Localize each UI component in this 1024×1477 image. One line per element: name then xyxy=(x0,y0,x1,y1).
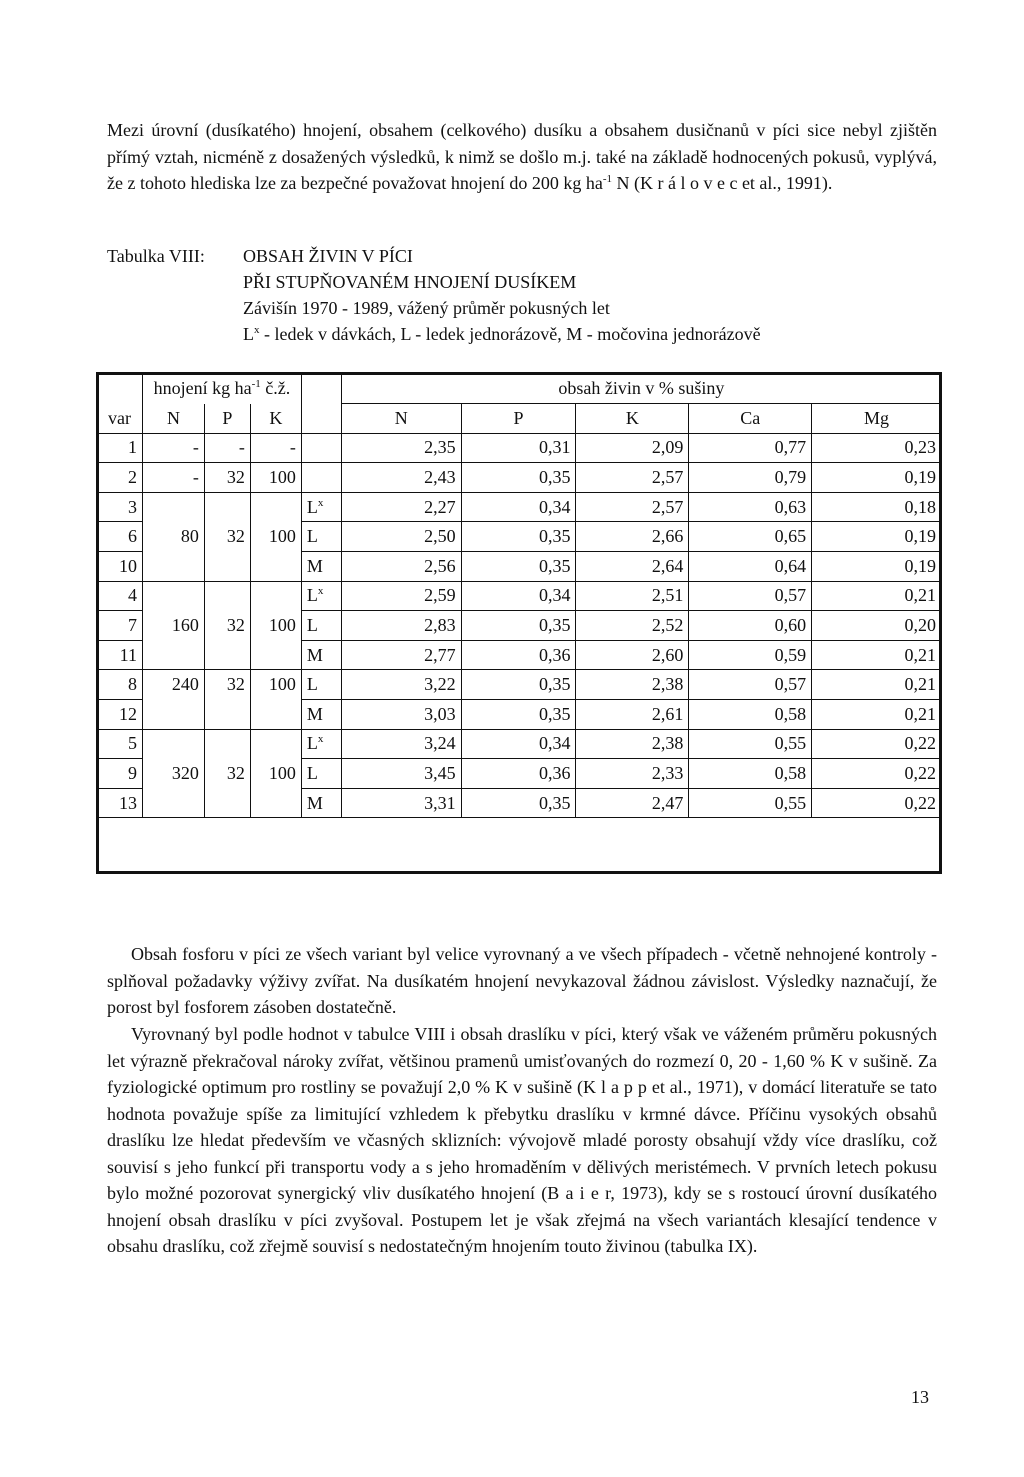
table-row xyxy=(97,463,942,493)
cell-form: L xyxy=(301,611,341,641)
cell-content-ca: 0,63 xyxy=(689,492,812,522)
cell-content-p: 0,35 xyxy=(461,463,576,493)
cell-fert-p xyxy=(204,729,250,759)
cell-content-k: 2,51 xyxy=(576,581,689,611)
cell-content-n: 3,24 xyxy=(341,729,461,759)
cell-content-n: 2,77 xyxy=(341,640,461,670)
cell-content-k: 2,66 xyxy=(576,522,689,552)
cell-var: 11 xyxy=(97,640,143,670)
cell-content-k: 2,47 xyxy=(576,788,689,818)
cell-fert-k: 100 xyxy=(250,670,301,700)
cell-fert-n: 160 xyxy=(142,611,204,641)
cell-content-k: 2,38 xyxy=(576,670,689,700)
caption-legend: $L^x$ - ledek v dávkách, L - ledek jednorázově, M - močovina jednorázově xyxy=(243,324,761,344)
cell-fert-k xyxy=(250,640,301,670)
header-row-groups xyxy=(97,373,942,404)
cell-content-p: 0,36 xyxy=(461,759,576,789)
cell-var: 5 xyxy=(97,729,143,759)
cell-content-ca: 0,55 xyxy=(689,788,812,818)
header-content-mg: Mg xyxy=(812,404,942,434)
cell-form: M xyxy=(301,788,341,818)
cell-form: L xyxy=(301,759,341,789)
table-row xyxy=(97,581,942,611)
cell-fert-n xyxy=(142,699,204,729)
cell-fert-k xyxy=(250,581,301,611)
cell-form: $L^x$ xyxy=(301,729,341,759)
cell-var: 10 xyxy=(97,551,143,581)
header-form-blank xyxy=(301,373,341,404)
header-var: var xyxy=(97,404,143,434)
cell-form: M xyxy=(301,551,341,581)
cell-content-mg: 0,21 xyxy=(812,699,942,729)
cell-content-ca: 0,55 xyxy=(689,729,812,759)
intro-superscript: -1 xyxy=(602,173,612,185)
cell-fert-k: - xyxy=(250,433,301,463)
cell-form: $L^x$ xyxy=(301,581,341,611)
cell-content-k: 2,33 xyxy=(576,759,689,789)
cell-fert-n xyxy=(142,581,204,611)
cell-fert-p: 32 xyxy=(204,670,250,700)
cell-form: L xyxy=(301,522,341,552)
cell-var: 9 xyxy=(97,759,143,789)
cell-form: $L^x$ xyxy=(301,492,341,522)
table-row xyxy=(97,492,942,522)
cell-content-p: 0,36 xyxy=(461,640,576,670)
header-fert-k: K xyxy=(250,404,301,434)
cell-fert-k xyxy=(250,788,301,818)
cell-fert-n: 240 xyxy=(142,670,204,700)
cell-content-ca: 0,58 xyxy=(689,759,812,789)
cell-content-n: 2,27 xyxy=(341,492,461,522)
table-row xyxy=(97,551,942,581)
cell-content-p: 0,35 xyxy=(461,611,576,641)
cell-fert-p: 32 xyxy=(204,522,250,552)
cell-var: 8 xyxy=(97,670,143,700)
cell-content-p: 0,34 xyxy=(461,492,576,522)
cell-fert-n xyxy=(142,640,204,670)
header-content-n: N xyxy=(341,404,461,434)
cell-content-mg: 0,22 xyxy=(812,729,942,759)
cell-content-mg: 0,22 xyxy=(812,759,942,789)
cell-content-n: 2,43 xyxy=(341,463,461,493)
cell-form xyxy=(301,463,341,493)
cell-form: L xyxy=(301,670,341,700)
cell-fert-p xyxy=(204,551,250,581)
intro-tail: N (K r á l o v e c et al., 1991). xyxy=(611,173,833,193)
header-content-k: K xyxy=(576,404,689,434)
cell-fert-k xyxy=(250,492,301,522)
cell-content-n: 3,45 xyxy=(341,759,461,789)
cell-content-ca: 0,65 xyxy=(689,522,812,552)
cell-content-n: 2,59 xyxy=(341,581,461,611)
table-row xyxy=(97,699,942,729)
header-fert-p: P xyxy=(204,404,250,434)
cell-fert-p: 32 xyxy=(204,463,250,493)
table-row xyxy=(97,640,942,670)
cell-content-p: 0,35 xyxy=(461,670,576,700)
cell-content-k: 2,60 xyxy=(576,640,689,670)
cell-var: 2 xyxy=(97,463,143,493)
cell-fert-p: 32 xyxy=(204,759,250,789)
header-var-blank xyxy=(97,373,143,404)
cell-fert-n: 80 xyxy=(142,522,204,552)
cell-content-k: 2,61 xyxy=(576,699,689,729)
cell-fert-p: 32 xyxy=(204,611,250,641)
cell-fert-k xyxy=(250,551,301,581)
cell-var: 1 xyxy=(97,433,143,463)
cell-content-p: 0,34 xyxy=(461,729,576,759)
table-row xyxy=(97,670,942,700)
cell-var: 13 xyxy=(97,788,143,818)
intro-text: Mezi úrovní (dusíkatého) hnojení, obsahem (celkového) dusíku a obsahem dusičnanů v píci sice nebyl zjištěn přímý vztah, nicméně z dosažených výsledků, k nimž se došlo m.j. také na základě hodnocených pokusů, vyplývá, že z tohoto hlediska lze za bezpečné považovat hnojení do 200 kg ha xyxy=(107,120,937,193)
phosphorus-paragraph xyxy=(107,941,937,1021)
cell-fert-n: 320 xyxy=(142,759,204,789)
cell-var: 3 xyxy=(97,492,143,522)
cell-content-n: 3,31 xyxy=(341,788,461,818)
caption-location: Závišín 1970 - 1989, vážený průměr pokusných let xyxy=(243,298,610,318)
cell-content-mg: 0,18 xyxy=(812,492,942,522)
cell-content-ca: 0,64 xyxy=(689,551,812,581)
table-row xyxy=(97,788,942,818)
cell-content-ca: 0,58 xyxy=(689,699,812,729)
cell-fert-n: - xyxy=(142,463,204,493)
cell-fert-p xyxy=(204,581,250,611)
cell-content-ca: 0,77 xyxy=(689,433,812,463)
header-form xyxy=(301,404,341,434)
header-content-ca: Ca xyxy=(689,404,812,434)
cell-content-k: 2,57 xyxy=(576,492,689,522)
cell-content-p: 0,35 xyxy=(461,788,576,818)
cell-content-mg: 0,19 xyxy=(812,551,942,581)
cell-content-k: 2,38 xyxy=(576,729,689,759)
cell-content-ca: 0,60 xyxy=(689,611,812,641)
cell-fert-k xyxy=(250,729,301,759)
page-number: 13 xyxy=(911,1387,929,1407)
table-label: Tabulka VIII: xyxy=(107,246,205,266)
table-row xyxy=(97,433,942,463)
cell-content-k: 2,52 xyxy=(576,611,689,641)
cell-content-mg: 0,21 xyxy=(812,640,942,670)
cell-fert-p xyxy=(204,492,250,522)
header-content-p: P xyxy=(461,404,576,434)
cell-content-k: 2,57 xyxy=(576,463,689,493)
header-nutrient-content: obsah živin v % sušiny xyxy=(341,373,941,404)
cell-fert-k: 100 xyxy=(250,759,301,789)
cell-content-p: 0,35 xyxy=(461,699,576,729)
cell-content-p: 0,31 xyxy=(461,433,576,463)
table-row xyxy=(97,729,942,759)
cell-form: M xyxy=(301,640,341,670)
cell-content-n: 2,56 xyxy=(341,551,461,581)
nutrient-table xyxy=(96,372,942,818)
cell-fert-k: 100 xyxy=(250,522,301,552)
cell-fert-p xyxy=(204,788,250,818)
header-fert-n: N xyxy=(142,404,204,434)
table-row xyxy=(97,611,942,641)
potassium-paragraph xyxy=(107,1021,937,1260)
cell-content-p: 0,34 xyxy=(461,581,576,611)
cell-form xyxy=(301,433,341,463)
cell-content-ca: 0,57 xyxy=(689,581,812,611)
cell-content-ca: 0,79 xyxy=(689,463,812,493)
cell-content-mg: 0,19 xyxy=(812,522,942,552)
phosphorus-text: Obsah fosforu v píci ze všech variant byl velice vyrovnaný a ve všech případech - včetně nehnojené kontroly - splňoval požadavky výživy zvířat. Na dusíkatém hnojení nevykazoval žádnou závislost. Výsledky naznačují, že porost byl fosforem zásoben dostatečně. xyxy=(107,944,937,1017)
potassium-text: Vyrovnaný byl podle hodnot v tabulce VIII i obsah draslíku v píci, který však ve váženém průměru pokusných let výrazně překračoval nároky zvířat, většinou pramenů umisťovaných do rozmezí 0, 20 - 1,60 % K v sušině. Za fyziologické optimum pro rostliny se považují 2,0 % K v sušině (K l a p p et al., 1971), v domácí literatuře se tato hodnota považuje spíše za limitující vzhledem k přebytku draslíku v krmné dávce. Příčinu vysokých obsahů draslíku lze hledat především ve včasných sklizních: vývojově mladé porosty obsahují vždy více draslíku, což souvisí s jeho funkcí při transportu vody a s jeho hromaděním v dělivých meristémech. V prvních letech pokusu bylo možné pozorovat synergický vliv dusíkatého hnojení (B a i e r, 1973), kdy se s rostoucí úrovní dusíkatého hnojení obsah draslíku v píci zvyšoval. Postupem let je však zřejmá na všech variantách klesající tendence v obsahu draslíku, což zřejmě souvisí s nedostatečným hnojením touto živinou (tabulka IX). xyxy=(107,1024,937,1256)
cell-content-mg: 0,21 xyxy=(812,581,942,611)
cell-fert-p xyxy=(204,699,250,729)
cell-fert-n xyxy=(142,788,204,818)
cell-content-p: 0,35 xyxy=(461,522,576,552)
cell-fert-p xyxy=(204,640,250,670)
cell-content-n: 3,03 xyxy=(341,699,461,729)
cell-fert-p: - xyxy=(204,433,250,463)
cell-content-p: 0,35 xyxy=(461,551,576,581)
intro-paragraph xyxy=(107,117,937,197)
cell-fert-n xyxy=(142,492,204,522)
cell-content-mg: 0,23 xyxy=(812,433,942,463)
cell-var: 6 xyxy=(97,522,143,552)
cell-content-n: 2,50 xyxy=(341,522,461,552)
cell-content-ca: 0,57 xyxy=(689,670,812,700)
header-fertilization: hnojení kg $ha^{-1}$ č.ž. xyxy=(142,373,301,404)
header-row-columns xyxy=(97,404,942,434)
table-row xyxy=(97,522,942,552)
cell-content-mg: 0,22 xyxy=(812,788,942,818)
caption-subtitle: PŘI STUPŇOVANÉM HNOJENÍ DUSÍKEM xyxy=(243,272,577,292)
cell-form: M xyxy=(301,699,341,729)
cell-fert-n xyxy=(142,729,204,759)
cell-content-k: 2,64 xyxy=(576,551,689,581)
cell-content-mg: 0,21 xyxy=(812,670,942,700)
cell-var: 7 xyxy=(97,611,143,641)
cell-content-mg: 0,20 xyxy=(812,611,942,641)
cell-content-n: 2,83 xyxy=(341,611,461,641)
cell-content-n: 2,35 xyxy=(341,433,461,463)
cell-fert-k: 100 xyxy=(250,463,301,493)
cell-var: 4 xyxy=(97,581,143,611)
cell-fert-k xyxy=(250,699,301,729)
cell-content-mg: 0,19 xyxy=(812,463,942,493)
cell-var: 12 xyxy=(97,699,143,729)
cell-fert-n: - xyxy=(142,433,204,463)
cell-content-n: 3,22 xyxy=(341,670,461,700)
cell-fert-k: 100 xyxy=(250,611,301,641)
cell-content-ca: 0,59 xyxy=(689,640,812,670)
table-row xyxy=(97,759,942,789)
cell-content-k: 2,09 xyxy=(576,433,689,463)
cell-fert-n xyxy=(142,551,204,581)
caption-title: OBSAH ŽIVIN V PÍCI xyxy=(243,246,413,266)
